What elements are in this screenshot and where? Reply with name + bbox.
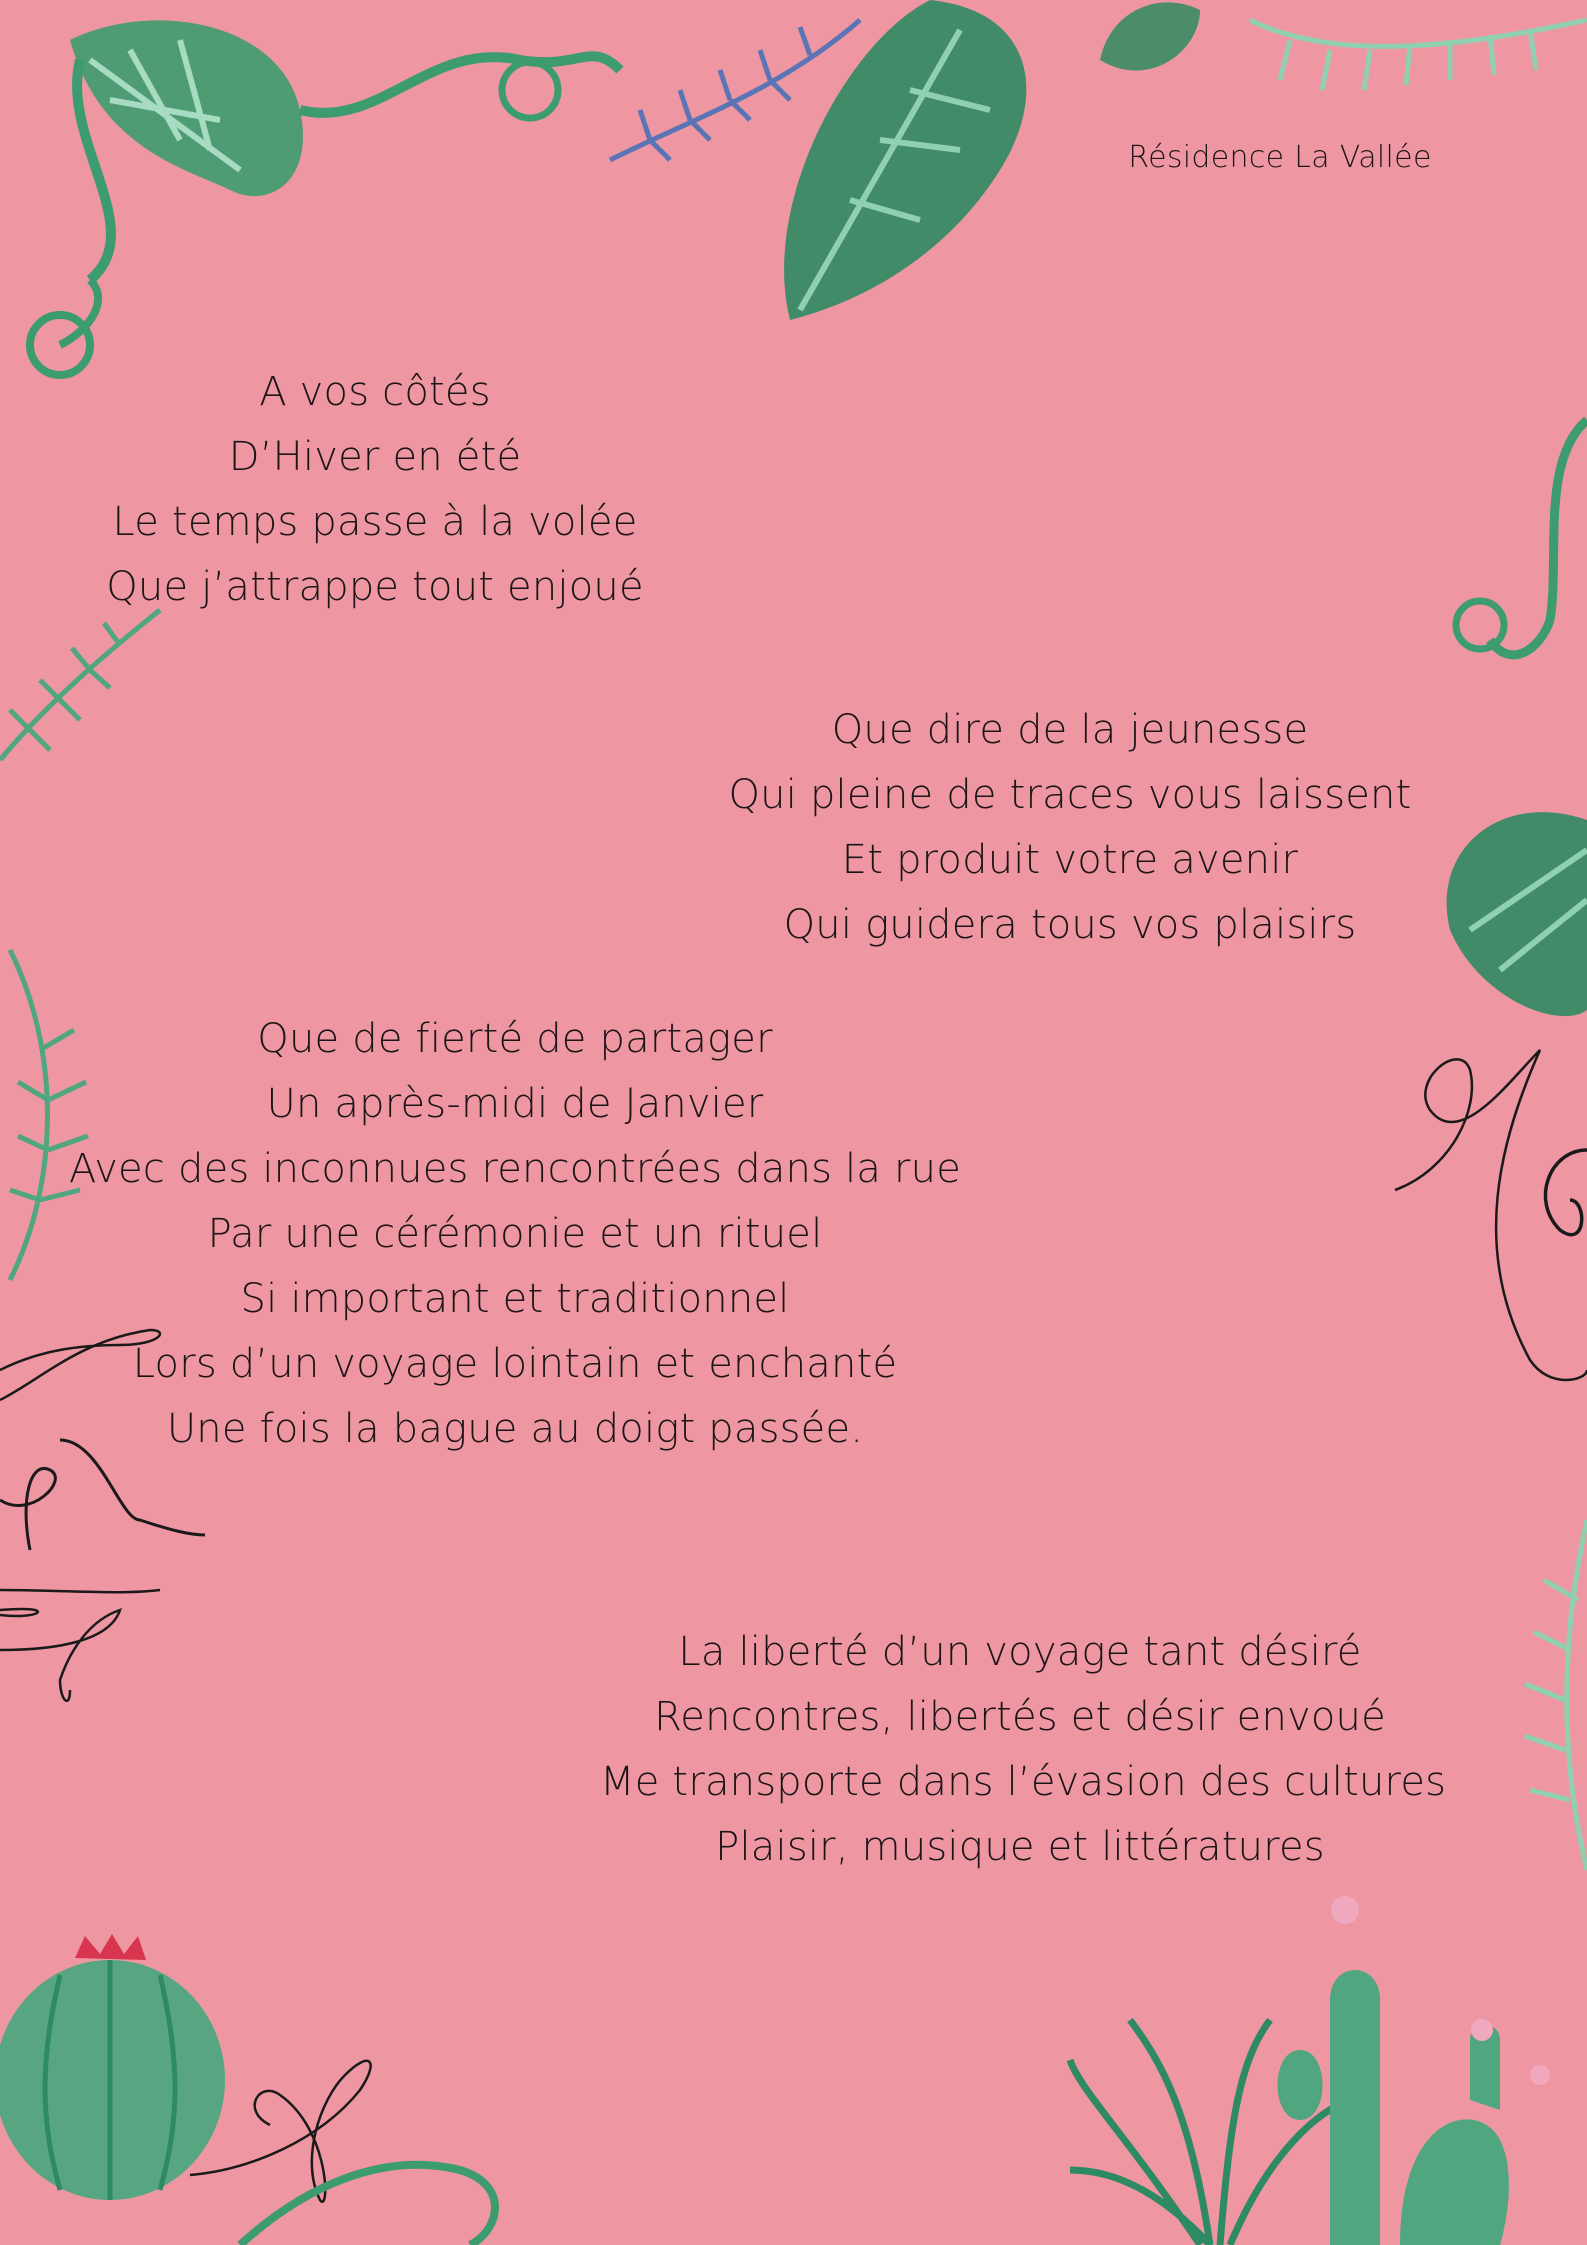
verse-line: Par une cérémonie et un rituel bbox=[207, 1211, 823, 1257]
poem-stanza-2 bbox=[710, 698, 1430, 958]
verse-line: La liberté d’un voyage tant désiré bbox=[678, 1629, 1362, 1675]
palm-leaf-top-right bbox=[1100, 2, 1587, 90]
verse-line: Le temps passe à la volée bbox=[112, 499, 638, 545]
cactus-bottom-left bbox=[0, 1934, 225, 2200]
monstera-leaf-top-left bbox=[30, 20, 303, 375]
ink-scribble-right bbox=[1395, 1050, 1587, 1380]
vine-bottom-left bbox=[240, 2165, 495, 2245]
fern-left bbox=[0, 610, 160, 760]
verse-line: Que de fierté de partager bbox=[257, 1016, 773, 1062]
verse-line: Une fois la bague au doigt passée. bbox=[166, 1406, 864, 1452]
poem-stanza-4 bbox=[600, 1620, 1447, 1880]
verse-line: Me transporte dans l’évasion des cultures bbox=[600, 1759, 1447, 1805]
vine-top bbox=[300, 56, 620, 118]
verse-line: Que j’attrappe tout enjoué bbox=[106, 564, 644, 610]
verse-line: Rencontres, libertés et désir envoué bbox=[654, 1694, 1386, 1740]
verse-line: Que dire de la jeunesse bbox=[831, 707, 1309, 753]
verse-line: Si important et traditionnel bbox=[240, 1276, 790, 1322]
verse-line: Un après-midi de Janvier bbox=[266, 1081, 764, 1127]
vine-right-top bbox=[1456, 420, 1587, 655]
verse-line: Plaisir, musique et littératures bbox=[715, 1824, 1325, 1870]
residence-name: Résidence La Vallée bbox=[1128, 140, 1432, 175]
verse-line: Avec des inconnues rencontrées dans la rue bbox=[68, 1146, 962, 1192]
verse-line: Qui pleine de traces vous laissent bbox=[728, 772, 1412, 818]
verse-line: Lors d’un voyage lointain et enchanté bbox=[132, 1341, 898, 1387]
cactus-bottom-right bbox=[1278, 1896, 1551, 2245]
verse-line: Et produit votre avenir bbox=[841, 837, 1299, 883]
monstera-leaf-right bbox=[1447, 812, 1587, 1016]
verse-line: Qui guidera tous vos plaisirs bbox=[783, 902, 1357, 948]
fern-right-lower bbox=[1525, 1520, 1587, 1870]
verse-line: D’Hiver en été bbox=[228, 434, 522, 480]
poem-stanza-3 bbox=[60, 1007, 970, 1462]
poem-stanza-1 bbox=[70, 360, 680, 620]
verse-line: A vos côtés bbox=[259, 369, 491, 415]
